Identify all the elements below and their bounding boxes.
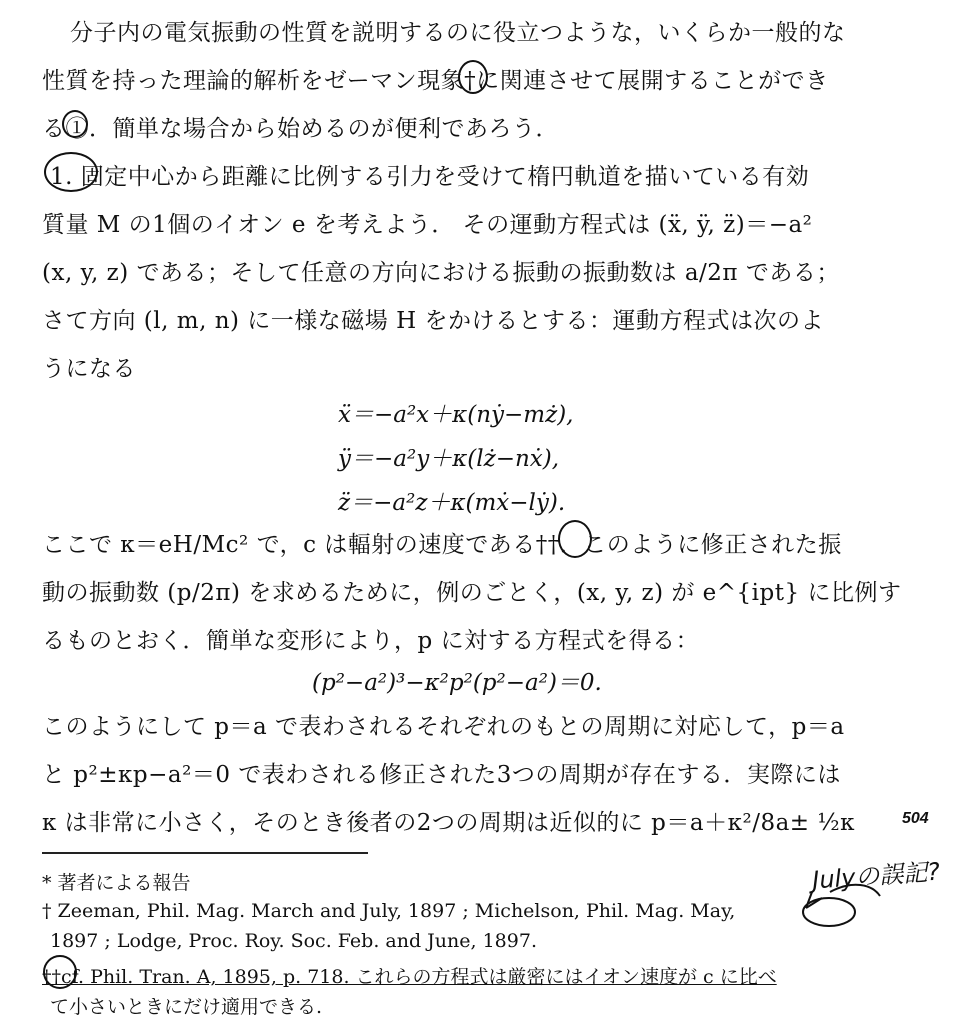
page-number: 504 <box>902 810 929 827</box>
paragraph-line-2: 性質を持った理論的解析をゼーマン現象†に関連させて展開することができ <box>42 68 829 94</box>
paragraph-line-3: る①．簡単な場合から始めるのが便利であろう． <box>42 116 559 142</box>
footnote-dagger-line-1: † Zeeman, Phil. Mag. March and July, 1897 ; Michelson, Phil. Mag. May, <box>42 900 736 922</box>
paragraph-line-8: うになる <box>42 356 136 382</box>
paragraph-line-11: るものとおく．簡単な変形により，p に対する方程式を得る： <box>42 628 700 654</box>
footnote-double-dagger-line-2: て小さいときにだけ適用できる. <box>50 996 323 1018</box>
paragraph-line-7: さて方向 (l, m, n) に一様な磁場 H をかけるとする：運動方程式は次のよ <box>42 308 824 334</box>
paragraph-line-6: (x, y, z) である；そして任意の方向における振動の振動数は a/2π である； <box>42 260 840 286</box>
footnote-double-dagger-line-1: ††cf. Phil. Tran. A, 1895, p. 718. これらの方程式は厳密にはイオン速度が c に比べ <box>42 966 777 988</box>
handwritten-circle-section-1 <box>44 152 98 192</box>
handwritten-circle-double-dagger <box>558 520 592 558</box>
paragraph-line-10: 動の振動数 (p/2π) を求めるために，例のごとく，(x, y, z) が e^{ipt} に比例す <box>42 580 902 606</box>
equation-z: z̈＝−a²z＋κ(mẋ−lẏ). <box>338 490 566 516</box>
equation-frequency: (p²−a²)³−κ²p²(p²−a²)＝0. <box>312 670 602 696</box>
footnote-author-report: * 著者による報告 <box>42 872 191 894</box>
equation-x: ẍ＝−a²x＋κ(nẏ−mż), <box>338 402 574 428</box>
paragraph-line-4: 1. 固定中心から距離に比例する引力を受けて楕円軌道を描いている有効 <box>50 164 810 190</box>
paragraph-line-13: と p²±κp−a²＝0 で表わされる修正された3つの周期が存在する．実際には <box>42 762 841 788</box>
handwritten-circle-dagger <box>458 60 488 94</box>
equation-y: ÿ＝−a²y＋κ(lż−nẋ), <box>338 446 560 472</box>
handwritten-note: Julyの誤記? <box>811 857 941 895</box>
paragraph-line-1: 分子内の電気振動の性質を説明するのに役立つような，いくらか一般的な <box>70 20 846 46</box>
paragraph-line-12: このようにして p＝a で表わされるそれぞれのもとの周期に対応して，p＝a <box>42 714 845 740</box>
footnote-divider <box>42 852 368 854</box>
paragraph-line-14: κ は非常に小さく，そのとき後者の2つの周期は近似的に p＝a＋κ²/8a± ½κ <box>42 810 856 836</box>
handwritten-circle-note-1 <box>62 110 88 138</box>
paragraph-line-5: 質量 M の1個のイオン e を考えよう． その運動方程式は (ẍ, ÿ, z̈)＝−a² <box>42 212 813 238</box>
paragraph-line-9: ここで κ＝eH/Mc² で，c は輻射の速度である††．このように修正された振 <box>42 532 842 558</box>
footnote-dagger-line-2: 1897 ; Lodge, Proc. Roy. Soc. Feb. and June, 1897. <box>50 930 537 952</box>
